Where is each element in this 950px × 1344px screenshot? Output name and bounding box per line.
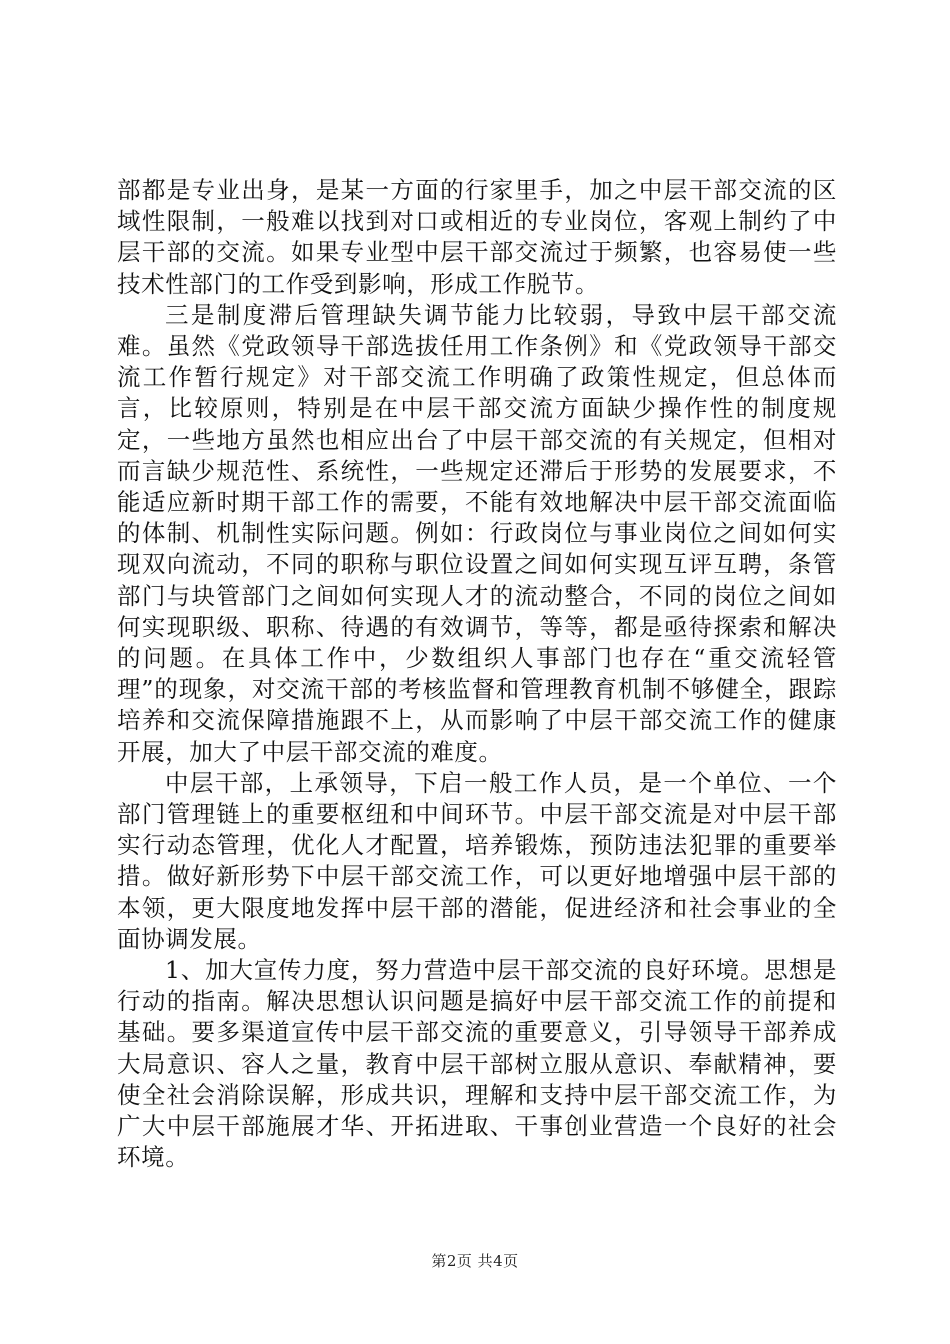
paragraph-1: 部都是专业出身，是某一方面的行家里手，加之中层干部交流的区域性限制，一般难以找到对口或相近的专业岗位，客观上制约了中层干部的交流。如果专业型中层干部交流过于频繁，也容易使一些技术性部门的工作受到影响，形成工作脱节。 [117, 176, 837, 298]
page-number-footer: 第2页 共4页 [431, 1252, 519, 1270]
paragraph-3: 中层干部，上承领导，下启一般工作人员，是一个单位、一个部门管理链上的重要枢纽和中间环节。中层干部交流是对中层干部实行动态管理，优化人才配置，培养锻炼，预防违法犯罪的重要举措。做好新形势下中层干部交流工作，可以更好地增强中层干部的本领，更大限度地发挥中层干部的潜能，促进经济和社会事业的全面协调发展。 [117, 768, 837, 953]
paragraph-4: 1、加大宣传力度，努力营造中层干部交流的良好环境。思想是行动的指南。解决思想认识问题是搞好中层干部交流工作的前提和基础。要多渠道宣传中层干部交流的重要意义，引导领导干部养成大局意识、容人之量，教育中层干部树立服从意识、奉献精神，要使全社会消除误解，形成共识，理解和支持中层干部交流工作，为广大中层干部施展才华、开拓进取、干事创业营造一个良好的社会环境。 [117, 956, 837, 1172]
document-body [117, 175, 837, 1174]
paragraph-2: 三是制度滞后管理缺失调节能力比较弱，导致中层干部交流难。虽然《党政领导干部选拔任用工作条例》和《党政领导干部交流工作暂行规定》对干部交流工作明确了政策性规定，但总体而言，比较原则，特别是在中层干部交流方面缺少操作性的制度规定，一些地方虽然也相应出台了中层干部交流的有关规定，但相对而言缺少规范性、系统性，一些规定还滞后于形势的发展要求，不能适应新时期干部工作的需要，不能有效地解决中层干部交流面临的体制、机制性实际问题。例如：行政岗位与事业岗位之间如何实现双向流动，不同的职称与职位设置之间如何实现互评互聘，条管部门与块管部门之间如何实现人才的流动整合，不同的岗位之间如何实现职级、职称、待遇的有效调节，等等，都是亟待探索和解决的问题。在具体工作中，少数组织人事部门也存在“重交流轻管理”的现象，对交流干部的考核监督和管理教育机制不够健全，跟踪培养和交流保障措施跟不上，从而影响了中层干部交流工作的健康开展，加大了中层干部交流的难度。 [117, 300, 837, 766]
